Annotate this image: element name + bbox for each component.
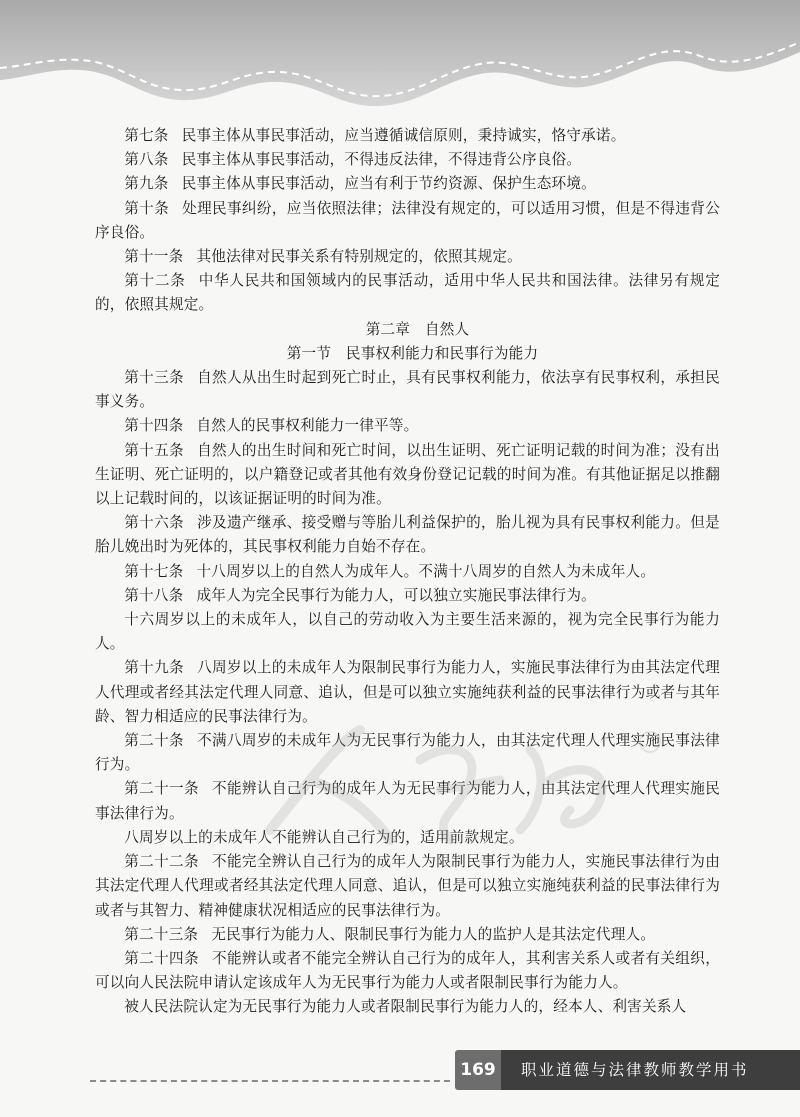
article-number: 第十六条: [124, 514, 184, 532]
article-text: 其他法律对民事关系有特别规定的，依照其规定。: [196, 248, 522, 266]
article-number: 第二十三条: [124, 925, 199, 943]
article-paragraph: [95, 245, 720, 269]
article-text: 不能辨认或者不能完全辨认自己行为的成年人，其利害关系人或者有关组织，可以向人民法院申请认定该成年人为无民事行为能力人或者限制民事行为能力人。: [95, 949, 720, 992]
footer-dashed-rule: [90, 1080, 450, 1082]
article-paragraph: [95, 584, 720, 608]
article-number: 第八条: [124, 151, 169, 169]
article-number: 第十三条: [124, 369, 184, 387]
article-text: 不能完全辨认自己行为的成年人为限制民事行为能力人，实施民事法律行为由其法定代理人代理或者经其法定代理人同意、追认，但是可以独立实施纯获利益的民事法律行为或者与其智力、精神健康状况相适应的民事法律行为。: [95, 853, 720, 919]
article-number: 第九条: [124, 175, 169, 193]
article-number: 第十条: [124, 199, 170, 217]
chapter-heading: [95, 318, 720, 342]
article-number: 第七条: [124, 127, 169, 144]
article-paragraph: [95, 148, 720, 172]
article-paragraph: [95, 923, 720, 947]
article-paragraph: [95, 947, 720, 995]
article-number: 第十九条: [124, 659, 184, 677]
article-number: 第十七条: [124, 562, 184, 580]
article-text: 成年人为完全民事行为能力人，可以独立实施民事法律行为。: [196, 586, 596, 604]
article-paragraph: [95, 414, 720, 438]
article-text: 涉及遗产继承、接受赠与等胎儿利益保护的，胎儿视为具有民事权利能力。但是胎儿娩出时为死体的，其民事权利能力自始不存在。: [95, 514, 720, 556]
article-text: 不能辨认自己行为的成年人为无民事行为能力人，由其法定代理人代理实施民事法律行为。: [95, 780, 720, 822]
article-paragraph: [95, 124, 720, 148]
running-footer-book-title: 职业道德与法律教师教学用书: [501, 1050, 800, 1090]
article-text: 自然人的出生时间和死亡时间，以出生证明、死亡证明记载的时间为准；没有出生证明、死亡证明的，以户籍登记或者其他有效身份登记记载的时间为准。有其他证据足以推翻以上记载时间的，以该证据证明的时间为准。: [95, 441, 720, 508]
article-number: 第二十一条: [124, 780, 199, 798]
article-text: 八周岁以上的未成年人为限制民事行为能力人，实施民事法律行为由其法定代理人代理或者经其法定代理人同意、追认，但是可以独立实施纯获利益的民事法律行为或者与其年龄、智力相适应的民事法律行为。: [95, 659, 720, 725]
article-paragraph: [95, 197, 720, 245]
header-wave-decoration: [0, 0, 800, 120]
article-text: 八周岁以上的未成年人不能辨认自己行为的，适用前款规定。: [124, 828, 524, 846]
article-paragraph: [95, 850, 720, 923]
article-number: 第二十二条: [124, 853, 199, 871]
legal-text-body: [95, 124, 720, 1020]
article-text: 民事主体从事民事活动，不得违反法律，不得违背公序良俗。: [181, 151, 582, 169]
article-paragraph: [95, 826, 720, 850]
article-text: 不满八周岁的未成年人为无民事行为能力人，由其法定代理人代理实施民事法律行为。: [95, 732, 720, 774]
article-number: 第十一条: [124, 248, 184, 266]
article-text: 第一节 民事权利能力和民事行为能力: [286, 344, 539, 362]
article-paragraph: [95, 560, 720, 584]
article-number: 第十五条: [124, 441, 184, 459]
article-paragraph: [95, 608, 720, 656]
article-text: 十八周岁以上的自然人为成年人。不满十八周岁的自然人为未成年人。: [196, 562, 656, 580]
article-text: 第二章 自然人: [365, 320, 470, 338]
article-text: 中华人民共和国领域内的民事活动，适用中华人民共和国法律。法律另有规定的，依照其规定。: [95, 272, 720, 314]
article-text: 十六周岁以上的未成年人，以自己的劳动收入为主要生活来源的，视为完全民事行为能力人。: [95, 611, 720, 653]
article-text: 被人民法院认定为无民事行为能力人或者限制民事行为能力人的，经本人、利害关系人: [124, 998, 687, 1016]
article-paragraph: [95, 729, 720, 777]
article-text: 自然人的民事权利能力一律平等。: [196, 417, 419, 435]
article-number: 第二十条: [124, 732, 184, 750]
section-heading: [95, 342, 720, 366]
article-paragraph: [95, 172, 720, 196]
article-text: 无民事行为能力人、限制民事行为能力人的监护人是其法定代理人。: [211, 925, 656, 943]
article-text: 自然人从出生时起到死亡时止，具有民事权利能力，依法享有民事权利，承担民事义务。: [95, 369, 720, 411]
article-paragraph: [95, 269, 720, 317]
article-text: 民事主体从事民事活动，应当遵循诚信原则，秉持诚实，恪守承诺。: [181, 127, 626, 144]
article-paragraph: [95, 995, 720, 1019]
article-number: 第二十四条: [124, 949, 199, 967]
article-text: 处理民事纠纷，应当依照法律；法律没有规定的，可以适用习惯，但是不得违背公序良俗。: [95, 199, 720, 241]
page-number: 169: [455, 1050, 501, 1090]
article-paragraph: [95, 656, 720, 729]
article-paragraph: [95, 439, 720, 512]
article-text: 民事主体从事民事活动，应当有利于节约资源、保护生态环境。: [181, 175, 596, 193]
article-paragraph: [95, 777, 720, 825]
article-paragraph: [95, 511, 720, 559]
article-number: 第十二条: [124, 272, 186, 290]
article-number: 第十四条: [124, 417, 184, 435]
article-paragraph: [95, 366, 720, 414]
article-number: 第十八条: [124, 586, 184, 604]
